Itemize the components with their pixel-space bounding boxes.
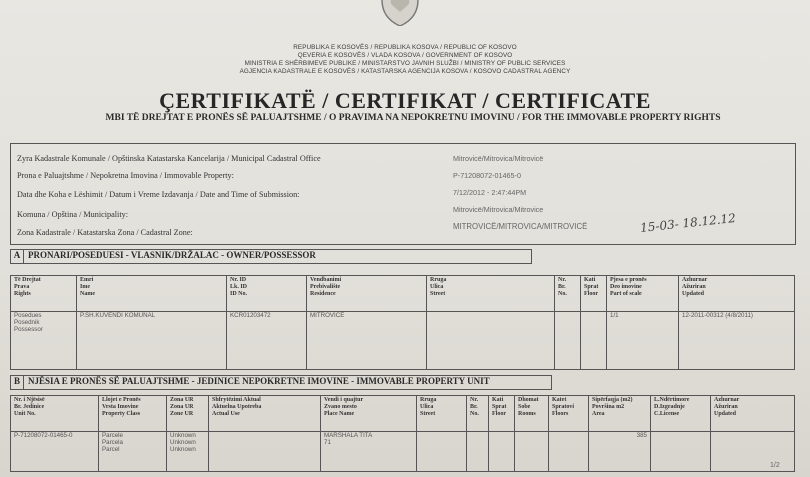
unit-license-cell bbox=[651, 432, 711, 472]
office-value: Mitrovicë/Mitrovica/Mitrovicë bbox=[453, 154, 544, 163]
municipality-label: Komuna / Opština / Municipality: bbox=[17, 210, 128, 219]
owner-updated-cell: 12-2011-00312 (4/8/2011) bbox=[679, 312, 795, 370]
certificate-title: ÇERTIFIKATË / CERTIFIKAT / CERTIFICATE bbox=[159, 88, 651, 113]
date-value: 7/12/2012 - 2:47:44PM bbox=[453, 188, 527, 197]
header-line-1: REPUBLIKA E KOSOVËS / REPUBLIKA KOSOVA / REPUBLIC OF KOSOVO bbox=[293, 44, 517, 51]
owner-table-header-row bbox=[11, 276, 795, 312]
unit-header-updated: Azhurnar Ažuriran Updated bbox=[711, 396, 795, 432]
unit-header-area: Sipërfaqja (m2) Površina m2 Area bbox=[589, 396, 651, 432]
section-b-title: NJËSIA E PRONËS SË PALUAJTSHME - JEDINICE NEPOKRETNE IMOVINE - IMMOVABLE PROPERTY UNIT bbox=[28, 376, 490, 386]
owner-header-street: Rruga Ulica Street bbox=[427, 276, 555, 312]
unit-updated-cell bbox=[711, 432, 795, 472]
unit-header-license: L.Ndërtimore D.Izgradnje C.License bbox=[651, 396, 711, 432]
owner-header-rights: Të Drejtat Prava Rights bbox=[11, 276, 77, 312]
owner-street-cell bbox=[427, 312, 555, 370]
owner-part-cell: 1/1 bbox=[607, 312, 679, 370]
date-label: Data dhe Koha e Lëshimit / Datum i Vreme Izdavanja / Date and Time of Submission: bbox=[17, 190, 300, 199]
unit-number-cell: P-71208072-01465-0 bbox=[11, 432, 99, 472]
owner-header-part: Pjesa e pronës Deo imovine Part of scale bbox=[607, 276, 679, 312]
section-a-header bbox=[10, 249, 532, 264]
cadastral-zone-value: MITROVICË/MITROVICA/MITROVICË bbox=[453, 222, 588, 231]
unit-no-cell bbox=[467, 432, 489, 472]
unit-header-zone: Zona UR Zona UR Zone UR bbox=[167, 396, 209, 432]
office-label: Zyra Kadastrale Komunale / Opštinska Katastarska Kancelarija / Municipal Cadastral Office bbox=[17, 154, 321, 163]
unit-floor-cell bbox=[489, 432, 515, 472]
owner-header-number: Nr. Br. No. bbox=[555, 276, 581, 312]
owner-header-floor: Kati Sprat Floor bbox=[581, 276, 607, 312]
section-b-header bbox=[10, 375, 552, 390]
owner-id-cell: KCR01203472 bbox=[227, 312, 307, 370]
unit-actual-use-cell bbox=[209, 432, 321, 472]
unit-header-place-name: Vendi i quajtur Zvano mesto Place Name bbox=[321, 396, 417, 432]
unit-place-name-cell: MARSHALA TITA 71 bbox=[321, 432, 417, 472]
owner-table bbox=[10, 275, 795, 370]
unit-header-street: Rruga Ulica Street bbox=[417, 396, 467, 432]
property-unit-table bbox=[10, 395, 795, 472]
cadastral-zone-label: Zona Kadastrale / Katastarska Zona / Cadastral Zone: bbox=[17, 228, 193, 237]
property-value: P-71208072-01465-0 bbox=[453, 171, 521, 180]
unit-floors-cell bbox=[549, 432, 589, 472]
owner-header-name: Emri Ime Name bbox=[77, 276, 227, 312]
unit-table-header-row bbox=[11, 396, 795, 432]
kosovo-emblem-icon bbox=[376, 0, 424, 26]
table-row bbox=[11, 432, 795, 472]
owner-residence-cell: MITROVICE bbox=[307, 312, 427, 370]
owner-header-updated: Azhurnar Ažuriran Updated bbox=[679, 276, 795, 312]
unit-header-no: Nr. Br. No. bbox=[467, 396, 489, 432]
unit-header-actual-use: Shfrytëzimi Aktual Aktuelna Upotreba Actual Use bbox=[209, 396, 321, 432]
property-label: Prona e Paluajtshme / Nepokretna Imovina / Immovable Property: bbox=[17, 171, 234, 180]
unit-street-cell bbox=[417, 432, 467, 472]
header-line-2: QEVERIA E KOSOVËS / VLADA KOSOVA / GOVERNMENT OF KOSOVO bbox=[297, 52, 513, 59]
handwritten-annotation: 15-03- 18.12.12 bbox=[639, 211, 737, 235]
owner-header-id: Nr. ID Lk. ID ID No. bbox=[227, 276, 307, 312]
owner-rights-cell: Posedues Posednik Possessor bbox=[11, 312, 77, 370]
section-b-letter: B bbox=[11, 376, 24, 389]
unit-header-rooms: Dhomat Sobe Rooms bbox=[515, 396, 549, 432]
page-number: 1/2 bbox=[770, 462, 780, 469]
unit-header-number: Nr. i Njësisë Br. Jedinice Unit No. bbox=[11, 396, 99, 432]
certificate-subtitle: MBI TË DREJTAT E PRONËS SË PALUAJTSHME / O PRAVIMA NA NEPOKRETNU IMOVINU / FOR THE IMMOVABLE PROPERTY RIGHTS bbox=[105, 113, 721, 123]
section-a-title: PRONARI/POSEDUESI - VLASNIK/DRŽALAC - OWNER/POSSESSOR bbox=[28, 250, 316, 260]
owner-header-residence: Vendbanimi Prebivalište Residence bbox=[307, 276, 427, 312]
owner-name-cell: P.SH.KUVENDI KOMUNAL bbox=[77, 312, 227, 370]
unit-rooms-cell bbox=[515, 432, 549, 472]
owner-number-cell bbox=[555, 312, 581, 370]
header-line-3: MINISTRIA E SHËRBIMEVE PUBLIKE / MINISTARSTVO JAVNIH SLUŽBI / MINISTRY OF PUBLIC SERVICES bbox=[244, 60, 566, 67]
owner-floor-cell bbox=[581, 312, 607, 370]
table-row bbox=[11, 312, 795, 370]
header-line-4: AGJENCIA KADASTRALE E KOSOVËS / KATASTARSKA AGENCIJA KOSOVA / KOSOVO CADASTRAL AGENCY bbox=[239, 68, 571, 75]
unit-class-cell: Parcele Parcela Parcel bbox=[99, 432, 167, 472]
municipality-value: Mitrovicë/Mitrovica/Mitrovice bbox=[453, 205, 544, 214]
unit-zone-cell: Unknown Unknown Unknown bbox=[167, 432, 209, 472]
unit-area-cell: 385 bbox=[589, 432, 651, 472]
unit-header-floor: Kati Sprat Floor bbox=[489, 396, 515, 432]
section-a-letter: A bbox=[11, 250, 24, 263]
unit-header-floors: Katet Spratovi Floors bbox=[549, 396, 589, 432]
unit-header-class: Llojet e Pronës Vrsta Imovine Property Class bbox=[99, 396, 167, 432]
